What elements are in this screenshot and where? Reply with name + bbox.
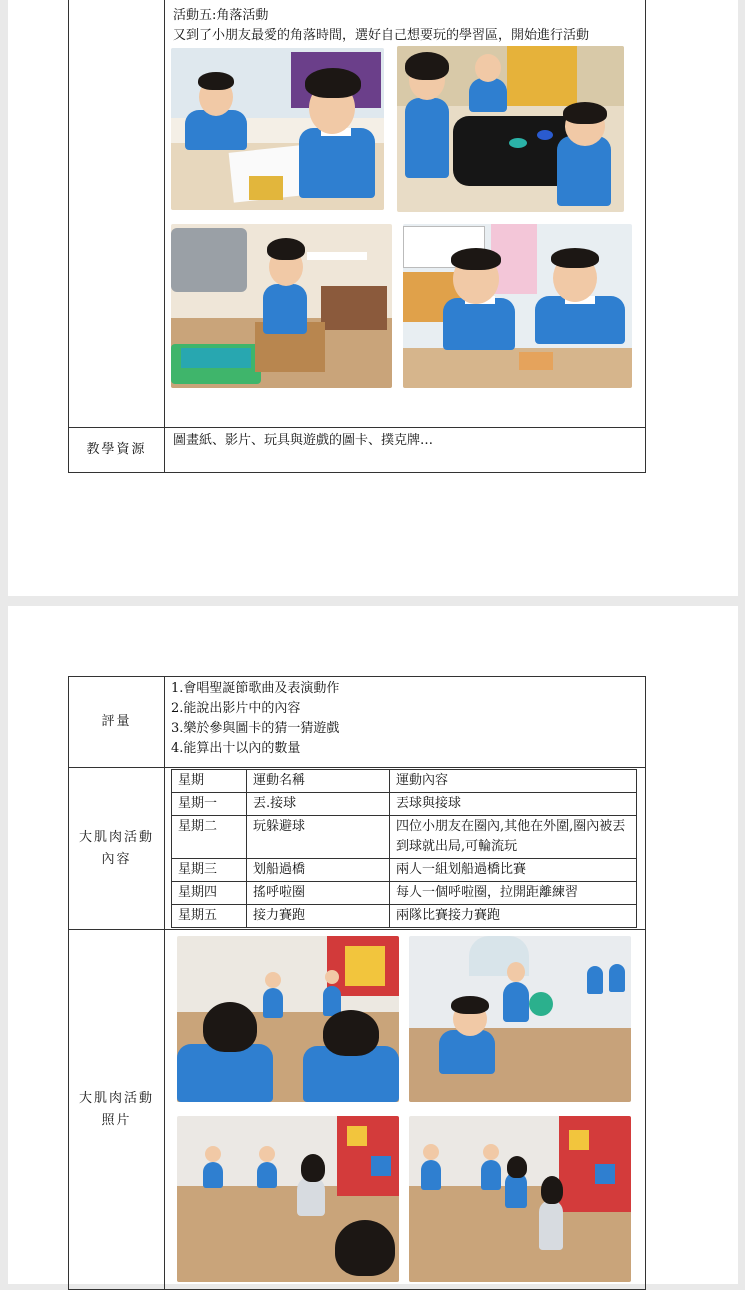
schedule-activity-content: 四位小朋友在圈內,其他在外圍,圈內被丟到球就出局,可輪流玩 — [390, 816, 637, 859]
gross-motor-photos — [165, 930, 645, 1286]
activity-title: 活動五:角落活動 — [173, 8, 269, 23]
gross-motor-schedule-cell — [165, 768, 646, 930]
gross-motor-photos-label: 大肌肉活動照片 — [69, 930, 165, 1290]
evaluation-item: 1.會唱聖誕節歌曲及表演動作 — [171, 681, 340, 696]
photo-dodgeball — [409, 936, 631, 1102]
evaluation-label: 評量 — [69, 677, 165, 768]
lesson-table-top — [68, 0, 646, 473]
document-page-2 — [8, 606, 738, 1284]
photo-ball-circle — [177, 936, 399, 1102]
evaluation-item: 2.能說出影片中的內容 — [171, 701, 301, 716]
schedule-activity-name: 玩躲避球 — [247, 816, 390, 859]
evaluation-list — [165, 677, 646, 768]
schedule-activity-content: 每人一個呼啦圈，拉開距離練習 — [390, 882, 637, 905]
schedule-day: 星期二 — [172, 816, 247, 859]
evaluation-item: 3.樂於參與圖卡的猜一猜遊戲 — [171, 721, 340, 736]
schedule-day: 星期五 — [172, 905, 247, 928]
schedule-activity-name: 丟.接球 — [247, 793, 390, 816]
schedule-activity-content: 兩人一組划船過橋比賽 — [390, 859, 637, 882]
resources-label: 教學資源 — [69, 428, 165, 473]
gross-motor-schedule-table — [171, 769, 637, 928]
schedule-activity-name: 划船過橋 — [247, 859, 390, 882]
corner-activity-photos — [165, 46, 645, 402]
document-page-1 — [8, 0, 738, 596]
schedule-row — [172, 882, 637, 905]
activity-cell — [165, 0, 646, 428]
evaluation-item: 4.能算出十以內的數量 — [171, 741, 301, 756]
schedule-activity-content: 丟球與接球 — [390, 793, 637, 816]
schedule-row — [172, 793, 637, 816]
schedule-row — [172, 905, 637, 928]
schedule-activity-name: 搖呼啦圈 — [247, 882, 390, 905]
schedule-row — [172, 816, 637, 859]
photo-reading-corner — [171, 48, 384, 210]
lesson-table-bottom — [68, 676, 646, 1290]
schedule-day: 星期一 — [172, 793, 247, 816]
gross-motor-photos-cell — [165, 930, 646, 1290]
header-day: 星期 — [172, 770, 247, 793]
photo-relay-race — [409, 1116, 631, 1282]
schedule-day: 星期三 — [172, 859, 247, 882]
photo-box-play — [171, 224, 392, 388]
empty-label-cell — [69, 0, 165, 428]
header-activity-content: 運動內容 — [390, 770, 637, 793]
schedule-header-row — [172, 770, 637, 793]
gross-motor-content-label: 大肌肉活動內容 — [69, 768, 165, 930]
header-activity-name: 運動名稱 — [247, 770, 390, 793]
schedule-activity-name: 接力賽跑 — [247, 905, 390, 928]
photo-water-table — [397, 46, 624, 212]
photo-art-table — [403, 224, 632, 388]
schedule-activity-content: 兩隊比賽接力賽跑 — [390, 905, 637, 928]
activity-description: 又到了小朋友最愛的角落時間，選好自己想要玩的學習區，開始進行活動 — [173, 28, 590, 43]
resources-text: 圖畫紙、影片、玩具與遊戲的圖卡、撲克牌… — [165, 428, 646, 473]
schedule-row — [172, 859, 637, 882]
schedule-day: 星期四 — [172, 882, 247, 905]
photo-hula-hoop — [177, 1116, 399, 1282]
